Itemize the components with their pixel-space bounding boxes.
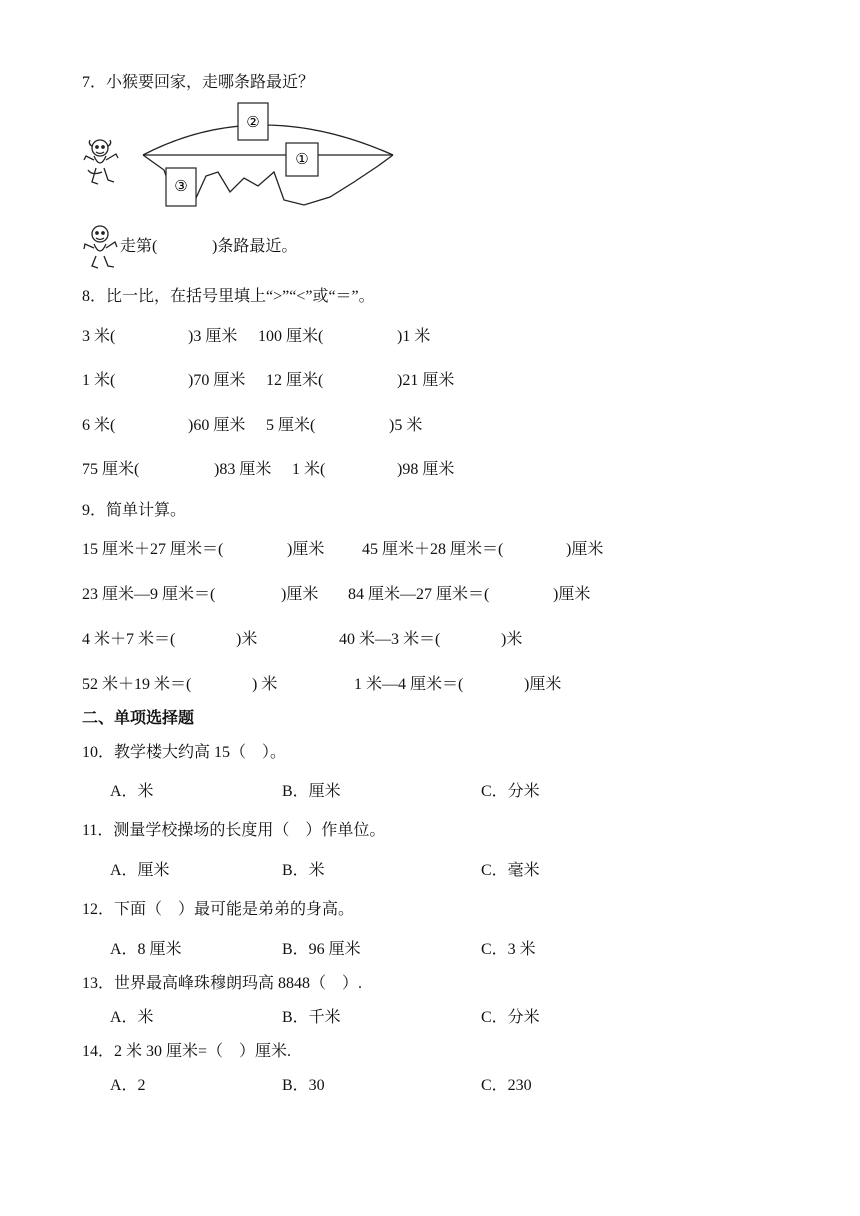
q10-option-b: B．厘米: [282, 783, 341, 800]
q9-r2-b2: )厘米: [553, 586, 591, 603]
q8-r3-a2: )60 厘米: [188, 417, 246, 434]
q12-question: 12．下面（ ）最可能是弟弟的身高。: [82, 901, 355, 918]
q7-answer-prefix: 走第(: [120, 238, 158, 255]
q7-question: 7．小猴要回家，走哪条路最近？: [82, 74, 315, 91]
q11-question: 11．测量学校操场的长度用（ ）作单位。: [82, 822, 386, 839]
monkey-icon: [84, 140, 118, 184]
road-1-label: ①: [295, 150, 309, 168]
q12-option-c: C．3 米: [481, 941, 536, 958]
q11-option-a: A．厘米: [110, 862, 170, 879]
q8-r4-a1: 75 厘米(: [82, 461, 140, 478]
q13-option-a: A．米: [110, 1009, 154, 1026]
q8-r3-b2: )5 米: [389, 417, 423, 434]
q9-question: 9．简单计算。: [82, 502, 187, 519]
q14-question: 14．2 米 30 厘米=（ ）厘米.: [82, 1043, 292, 1060]
q9-r1-a1: 15 厘米＋27 厘米＝(: [82, 541, 224, 558]
q13-option-c: C．分米: [481, 1009, 540, 1026]
q9-r2-a2: )厘米: [281, 586, 319, 603]
q9-r3-b1: 40 米—3 米＝(: [339, 631, 441, 648]
q14-option-c: C．230: [481, 1077, 532, 1094]
q9-r1-b1: 45 厘米＋28 厘米＝(: [362, 541, 504, 558]
q8-r4-b2: )98 厘米: [397, 461, 455, 478]
q8-question: 8．比一比，在括号里填上“>”“<”或“＝”。: [82, 288, 375, 305]
q11-option-c: C．毫米: [481, 862, 540, 879]
q12-option-b: B．96 厘米: [282, 941, 361, 958]
q9-r3-b2: )米: [501, 631, 523, 648]
q14-option-a: A．2: [110, 1077, 146, 1094]
q8-r1-b1: 100 厘米(: [258, 328, 324, 345]
q8-r4-b1: 1 米(: [292, 461, 326, 478]
q7-answer-suffix: )条路最近。: [212, 238, 298, 255]
q8-r1-b2: )1 米: [397, 328, 431, 345]
q11-option-b: B．米: [282, 862, 325, 879]
q8-r3-b1: 5 厘米(: [266, 417, 316, 434]
q10-option-a: A．米: [110, 783, 154, 800]
section-title: 二、单项选择题: [82, 710, 195, 727]
road-2-label: ②: [246, 113, 260, 131]
q10-option-c: C．分米: [481, 783, 540, 800]
q8-r2-b2: )21 厘米: [397, 372, 455, 389]
q8-r2-a2: )70 厘米: [188, 372, 246, 389]
q14-option-b: B．30: [282, 1077, 325, 1094]
q9-r2-b1: 84 厘米—27 厘米＝(: [348, 586, 490, 603]
q9-r3-a1: 4 米＋7 米＝(: [82, 631, 176, 648]
q13-question: 13．世界最高峰珠穆朗玛高 8848（ ）.: [82, 975, 363, 992]
road-3-label: ③: [174, 177, 188, 195]
q8-r3-a1: 6 米(: [82, 417, 116, 434]
q9-r4-a1: 52 米＋19 米＝(: [82, 676, 192, 693]
q12-option-a: A．8 厘米: [110, 941, 182, 958]
q8-r2-b1: 12 厘米(: [266, 372, 324, 389]
q9-r1-a2: )厘米: [287, 541, 325, 558]
q9-r4-b1: 1 米—4 厘米＝(: [354, 676, 464, 693]
q9-r4-b2: )厘米: [524, 676, 562, 693]
road-map-figure: [78, 100, 408, 215]
q9-r3-a2: )米: [236, 631, 258, 648]
q8-r2-a1: 1 米(: [82, 372, 116, 389]
q9-r4-a2: ) 米: [252, 676, 278, 693]
q8-r1-a1: 3 米(: [82, 328, 116, 345]
q8-r4-a2: )83 厘米: [214, 461, 272, 478]
q10-question: 10．教学楼大约高 15（ ）。: [82, 744, 287, 761]
q13-option-b: B．千米: [282, 1009, 341, 1026]
monkey-small-icon: [80, 222, 120, 270]
q9-r2-a1: 23 厘米—9 厘米＝(: [82, 586, 216, 603]
q8-r1-a2: )3 厘米: [188, 328, 238, 345]
q9-r1-b2: )厘米: [566, 541, 604, 558]
